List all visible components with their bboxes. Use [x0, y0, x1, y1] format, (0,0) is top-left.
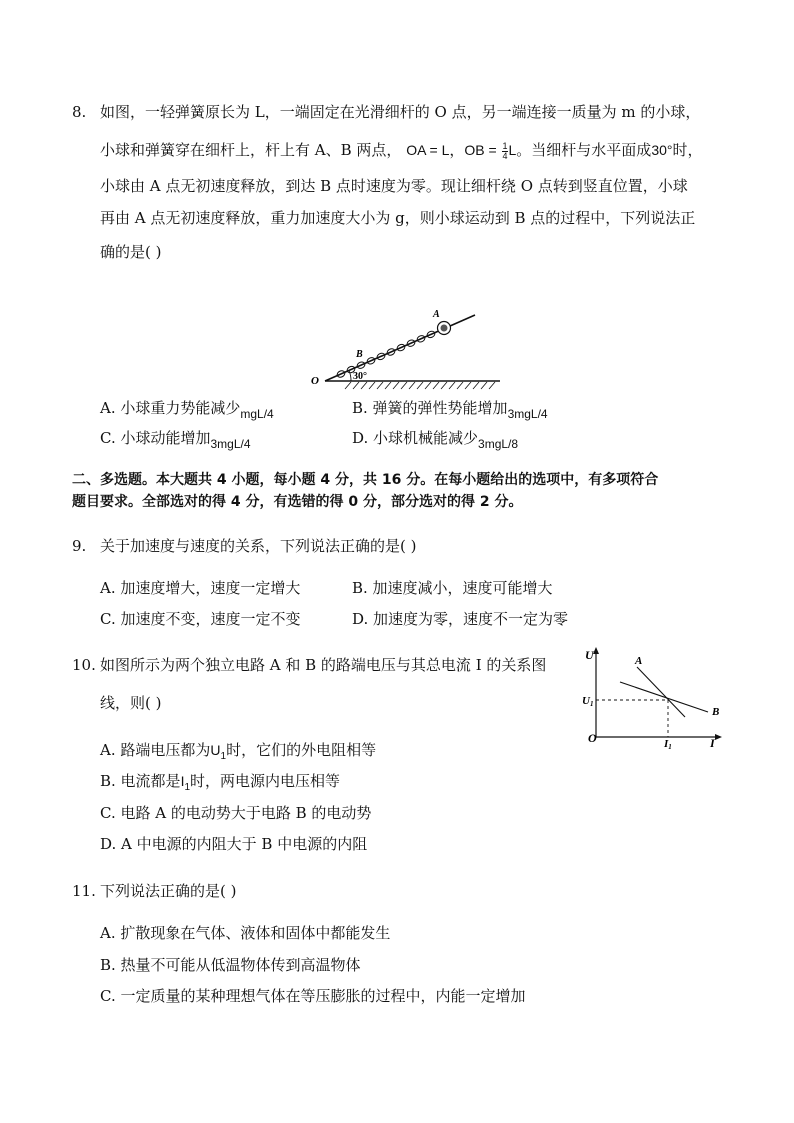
option-a-text-end: 时，它们的外电阻相等 [226, 741, 377, 759]
option-d-text: D. 小球机械能减少 [352, 429, 479, 447]
i-subscript: 1 [184, 782, 191, 793]
question-8-line-2 [100, 140, 703, 161]
line-a-label: A [635, 655, 643, 667]
question-10-line-2: 线，则( ) [100, 694, 162, 712]
question-8-line-1: 如图，一轻弹簧原长为 L，一端固定在光滑细杆的 O 点，另一端连接一质量为 m 的小球， [100, 103, 701, 121]
u-axis-label: U [585, 648, 594, 662]
point-a-label: A [433, 309, 440, 320]
question-10-option-c[interactable]: C. 电路 A 的电动势大于电路 B 的电动势 [100, 804, 372, 822]
option-d-value: 3mgL/8 [478, 437, 519, 451]
question-9-option-a[interactable]: A. 加速度增大，速度一定增大 [100, 579, 301, 597]
question-10-option-a[interactable] [100, 740, 376, 763]
question-11-number: 11. [72, 882, 96, 900]
fraction-denominator: 4 [502, 150, 508, 161]
question-8-option-a[interactable] [100, 398, 274, 419]
question-10-option-b[interactable] [100, 771, 340, 794]
option-b-text: B. 电流都是 [100, 772, 181, 790]
i-variable: I [180, 773, 185, 789]
segment-ob-prefix: OB = [464, 142, 497, 158]
question-8-number: 8. [72, 103, 87, 121]
u1-label: U1 [582, 695, 594, 708]
segment-ob-suffix: L [508, 142, 517, 158]
option-a-value: mgL/4 [240, 407, 274, 421]
question-11-stem: 下列说法正确的是( ) [100, 882, 237, 900]
question-8-line-2-a: 小球和弹簧穿在细杆上，杆上有 A、B 两点， [100, 141, 402, 159]
option-b-value: 3mgL/4 [507, 407, 548, 421]
question-8-line-2-b: 。当细杆与水平面成 [516, 141, 652, 159]
line-b [620, 682, 708, 712]
fraction-one-quarter [502, 142, 507, 161]
i1-label: I1 [664, 738, 672, 750]
i-axis-label: I [710, 736, 715, 750]
angle-arc [349, 371, 351, 382]
question-8-line-5: 确的是( ) [100, 243, 162, 261]
u-variable: U [210, 742, 221, 758]
option-b-text-end: 时，两电源内电压相等 [190, 772, 341, 790]
question-10-number: 10. [72, 656, 96, 674]
point-b-label: B [356, 349, 363, 360]
question-8-line-2-c: 时， [672, 141, 703, 159]
question-9-number: 9. [72, 537, 87, 555]
question-10-option-d[interactable]: D. A 中电源的内阻大于 B 中电源的内阻 [100, 835, 368, 853]
question-10-line-1: 如图所示为两个独立电路 A 和 B 的路端电压与其总电流 I 的关系图 [100, 656, 547, 674]
comma: ， [449, 141, 465, 159]
question-9-stem: 关于加速度与速度的关系，下列说法正确的是( ) [100, 537, 417, 555]
question-11-option-b[interactable]: B. 热量不可能从低温物体传到高温物体 [100, 956, 361, 974]
option-c-text: C. 小球动能增加 [100, 429, 211, 447]
point-o-label: O [311, 375, 319, 387]
section-2-heading-line-1: 二、多选题。本大题共 4 小题，每小题 4 分，共 16 分。在每小题给出的选项中，有多项符合 [72, 472, 659, 488]
segment-oa: OA = L [406, 142, 450, 158]
question-9-option-b[interactable]: B. 加速度减小，速度可能增大 [352, 579, 553, 597]
origin-label: O [588, 731, 597, 745]
option-b-text: B. 弹簧的弹性势能增加 [352, 399, 508, 417]
line-a [637, 667, 685, 717]
question-11-option-c[interactable]: C. 一定质量的某种理想气体在等压膨胀的过程中，内能一定增加 [100, 987, 526, 1005]
question-11-option-a[interactable]: A. 扩散现象在气体、液体和固体中都能发生 [100, 924, 391, 942]
question-9-option-c[interactable]: C. 加速度不变，速度一定不变 [100, 610, 301, 628]
line-b-label: B [712, 706, 720, 718]
question-8-line-4: 再由 A 点无初速度释放，重力加速度大小为 g，则小球运动到 B 点的过程中，下列说法正 [100, 209, 696, 227]
option-c-value: 3mgL/4 [210, 437, 251, 451]
u-i-graph [580, 645, 730, 750]
section-2-heading-line-2: 题目要求。全部选对的得 4 分，有选错的得 0 分，部分选对的得 2 分。 [72, 494, 523, 510]
u-axis-arrow [593, 647, 599, 654]
u-subscript: 1 [220, 751, 227, 762]
i-axis-arrow [715, 734, 722, 740]
angle-label: 30° [353, 371, 367, 382]
ground-hatching [345, 382, 495, 389]
ball-core [441, 325, 448, 332]
option-a-text: A. 小球重力势能减少 [100, 399, 241, 417]
question-8-option-c[interactable] [100, 428, 251, 449]
angle-value: 30° [651, 142, 673, 158]
inclined-rod-figure [305, 305, 505, 390]
question-8-option-b[interactable] [352, 398, 548, 419]
question-8-option-d[interactable] [352, 428, 518, 449]
question-8-line-3: 小球由 A 点无初速度释放，到达 B 点时速度为零。现让细杆绕 O 点转到竖直位置，小球 [100, 177, 688, 195]
option-a-text: A. 路端电压都为 [100, 741, 211, 759]
fraction-numerator: 1 [502, 140, 508, 151]
question-9-option-d[interactable]: D. 加速度为零，速度不一定为零 [352, 610, 569, 628]
